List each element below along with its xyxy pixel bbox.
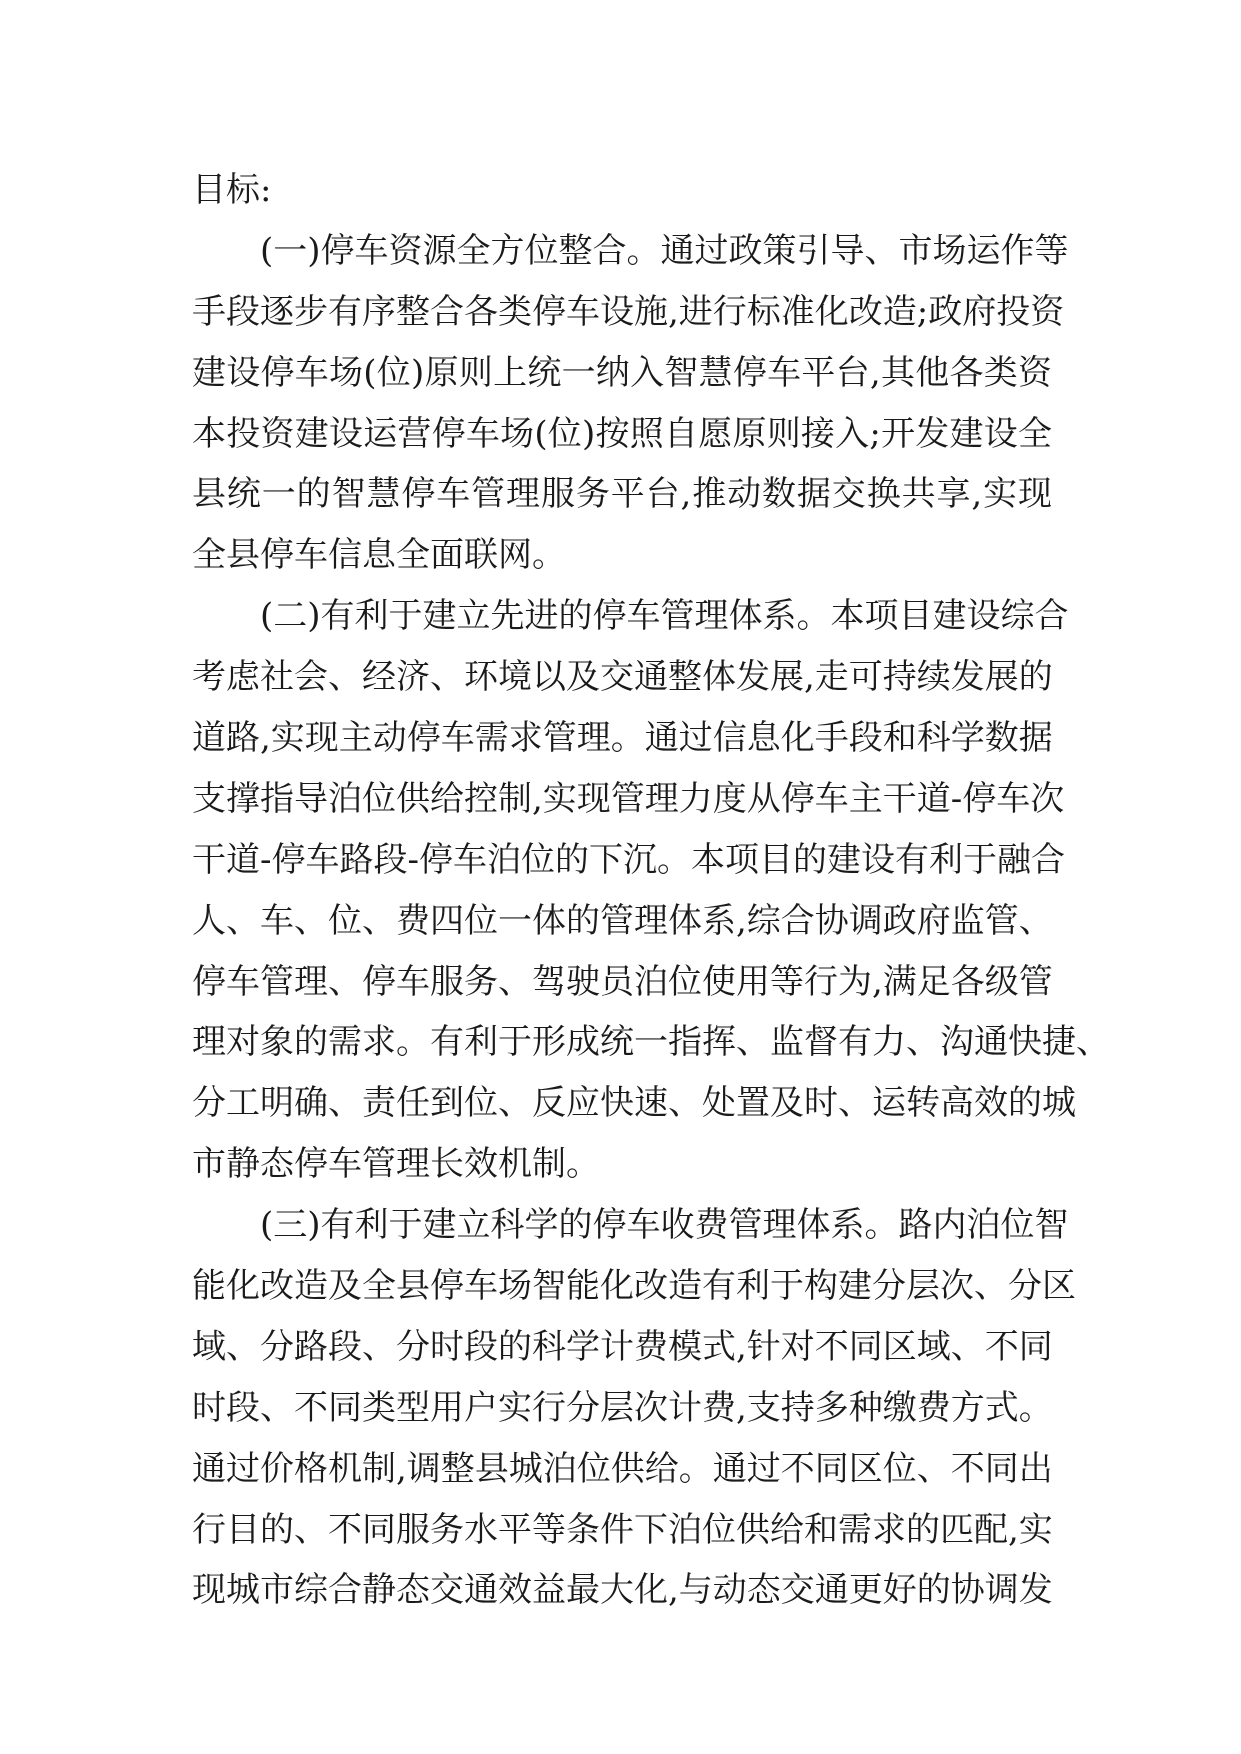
document-body — [192, 160, 1110, 1621]
text-line: 时段、不同类型用户实行分层次计费,支持多种缴费方式。 — [192, 1387, 1053, 1428]
text-line: 现城市综合静态交通效益最大化,与动态交通更好的协调发 — [192, 1570, 1053, 1611]
text-line: 人、车、位、费四位一体的管理体系,综合协调政府监管、 — [192, 900, 1053, 941]
text-line: 道路,实现主动停车需求管理。通过信息化手段和科学数据 — [192, 718, 1053, 759]
text-line: 县统一的智慧停车管理服务平台,推动数据交换共享,实现 — [192, 474, 1052, 515]
text-line: 通过价格机制,调整县城泊位供给。通过不同区位、不同出 — [192, 1448, 1053, 1489]
text-line: (二)有利于建立先进的停车管理体系。本项目建设综合 — [260, 596, 1069, 637]
text-line: 目标: — [192, 170, 272, 210]
text-line: 全县停车信息全面联网。 — [192, 535, 566, 576]
text-line: 分工明确、责任到位、反应快速、处置及时、运转高效的城 — [192, 1083, 1076, 1124]
text-line: 行目的、不同服务水平等条件下泊位供给和需求的匹配,实 — [192, 1509, 1053, 1550]
text-line: 本投资建设运营停车场(位)按照自愿原则接入;开发建设全 — [192, 413, 1052, 454]
text-line: 停车管理、停车服务、驾驶员泊位使用等行为,满足各级管 — [192, 961, 1053, 1002]
text-line: 建设停车场(位)原则上统一纳入智慧停车平台,其他各类资 — [192, 352, 1052, 393]
text-line: 理对象的需求。有利于形成统一指挥、监督有力、沟通快捷、 — [192, 1022, 1110, 1063]
text-line: (一)停车资源全方位整合。通过政策引导、市场运作等 — [260, 230, 1069, 271]
text-line: 干道-停车路段-停车泊位的下沉。本项目的建设有利于融合 — [192, 839, 1065, 880]
text-line: 支撑指导泊位供给控制,实现管理力度从停车主干道-停车次 — [192, 778, 1065, 819]
text-line: 域、分路段、分时段的科学计费模式,针对不同区域、不同 — [192, 1326, 1053, 1367]
text-line: 能化改造及全县停车场智能化改造有利于构建分层次、分区 — [192, 1266, 1076, 1307]
text-line: (三)有利于建立科学的停车收费管理体系。路内泊位智 — [260, 1205, 1069, 1246]
text-line: 手段逐步有序整合各类停车设施,进行标准化改造;政府投资 — [192, 291, 1065, 332]
text-line: 考虑社会、经济、环境以及交通整体发展,走可持续发展的 — [192, 657, 1053, 698]
text-line: 市静态停车管理长效机制。 — [192, 1144, 600, 1185]
